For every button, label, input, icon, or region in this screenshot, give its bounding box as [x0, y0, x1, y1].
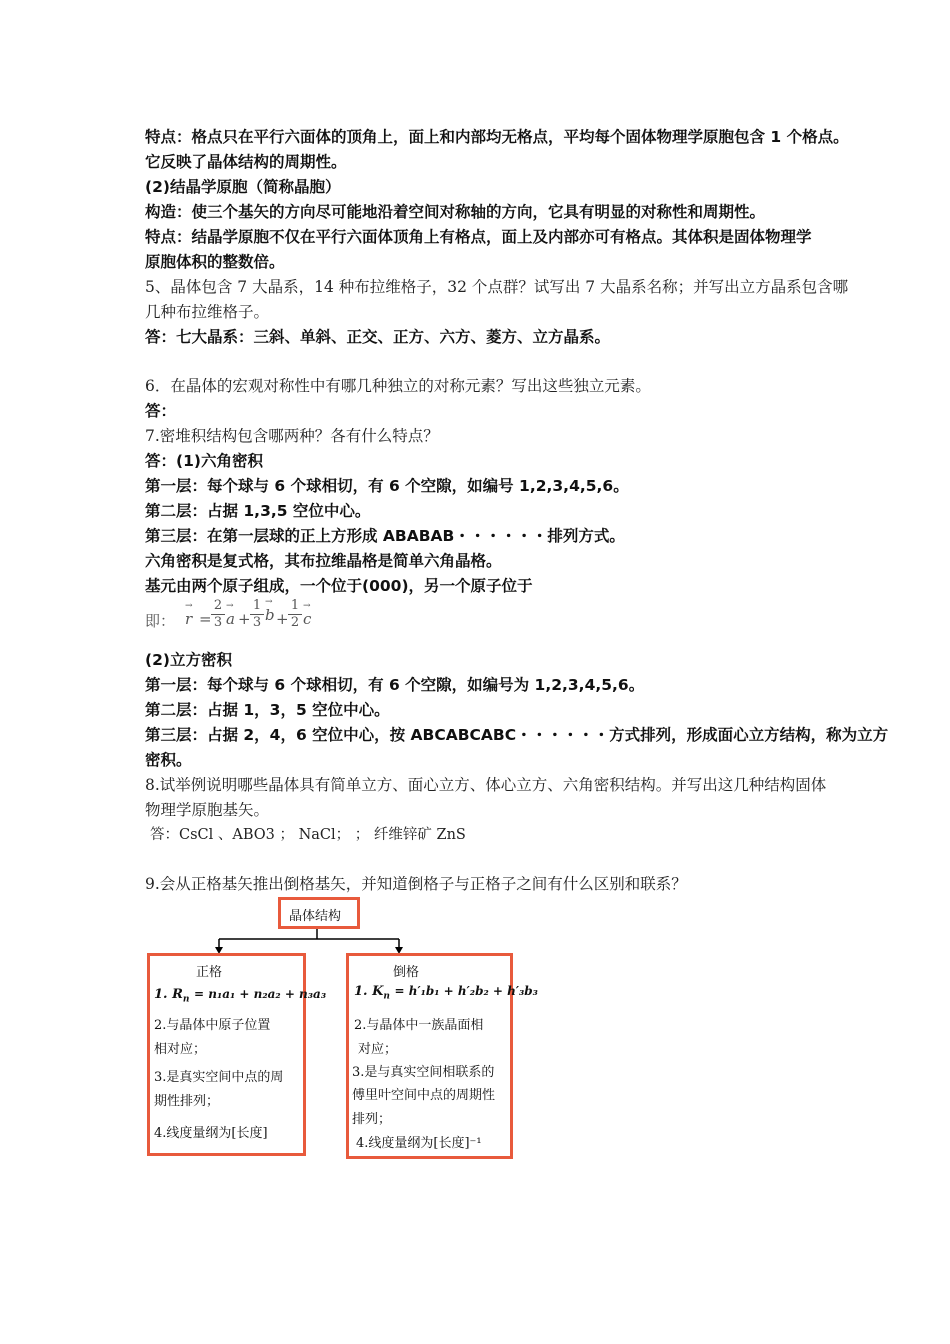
text-line-2: 它反映了晶体结构的周期性。	[145, 153, 347, 171]
text-line-3: (2)结晶学原胞（简称晶胞）	[145, 178, 341, 196]
fraction-3	[288, 598, 302, 631]
fraction-3-numerator: 1	[290, 598, 300, 613]
text-line-5: 特点：结晶学原胞不仅在平行六面体顶角上有格点，面上及内部亦可有格点。其体积是固体物理学	[145, 228, 812, 246]
text-line-19: (2)立方密积	[145, 651, 232, 669]
root-box	[278, 897, 360, 929]
text-line-8: 几种布拉维格子。	[145, 303, 270, 321]
equals-sign: =	[199, 610, 212, 628]
text-line-4: 构造：使三个基矢的方向尽可能地沿着空间对称轴的方向，它具有明显的对称性和周期性。	[145, 203, 766, 221]
vector-arrow-icon: →	[303, 601, 311, 611]
reciprocal-lattice-box	[346, 953, 538, 1159]
reciprocal-item-3c: 排列；	[352, 1112, 392, 1127]
text-line-13: 答：(1)六角密积	[145, 452, 263, 470]
text-line-21: 第二层：占据 1，3，5 空位中心。	[145, 701, 390, 719]
reciprocal-item-2a: 2.与晶体中一族晶面相	[354, 1018, 484, 1033]
text-line-20: 第一层：每个球与 6 个球相切，有 6 个空隙，如编号为 1,2,3,4,5,6。	[145, 676, 645, 694]
text-line-15: 第二层：占据 1,3,5 空位中心。	[145, 502, 371, 520]
text-line-25: 物理学原胞基矢。	[145, 801, 270, 819]
reciprocal-formula-rhs: = h′₁b₁ + h′₂b₂ + h′₃b₃	[394, 984, 538, 998]
fraction-1-denominator: 3	[213, 615, 223, 630]
text-line-1: 特点：格点只在平行六面体的顶角上，面上和内部均无格点，平均每个固体物理学原胞包含 1 个格点。	[145, 128, 849, 146]
vector-arrow-icon: →	[226, 601, 234, 611]
equation-label: 即：	[145, 612, 176, 630]
vector-arrow-icon: →	[185, 601, 193, 611]
direct-lattice-formula	[154, 987, 326, 1005]
reciprocal-item-3b: 傅里叶空间中点的周期性	[352, 1088, 496, 1103]
fraction-2	[250, 598, 264, 631]
direct-item-3b: 期性排列；	[154, 1094, 220, 1109]
direct-formula-sub: n	[182, 994, 190, 1005]
text-line-24: 8.试举例说明哪些晶体具有简单立方、面心立方、体心立方、六角密积结构。并写出这几种结构固体	[145, 776, 827, 794]
plus-sign-2: +	[276, 610, 289, 628]
text-line-6: 原胞体积的整数倍。	[145, 253, 285, 271]
vector-r: r	[185, 610, 193, 628]
reciprocal-formula-sub: n	[383, 991, 390, 1002]
text-line-23: 密积。	[145, 751, 192, 769]
text-line-7: 5、晶体包含 7 大晶系，14 种布拉维格子，32 个点群？试写出 7 大晶系名称；并写出立方晶系包含哪	[145, 278, 849, 296]
direct-formula-lhs: 1. R	[154, 987, 183, 1002]
text-line-11: 答：	[145, 402, 177, 420]
fraction-2-denominator: 3	[252, 615, 262, 630]
vector-c: c	[303, 610, 312, 628]
text-line-12: 7.密堆积结构包含哪两种？各有什么特点？	[145, 427, 439, 445]
text-line-16: 第三层：在第一层球的正上方形成 ABABAB・・・・・・排列方式。	[145, 527, 625, 545]
reciprocal-lattice-formula	[354, 984, 538, 1002]
reciprocal-item-2b: 对应；	[358, 1042, 398, 1057]
reciprocal-item-3a: 3.是与真实空间相联系的	[352, 1065, 495, 1080]
direct-item-2b: 相对应；	[154, 1042, 207, 1057]
vector-arrow-icon: →	[265, 597, 273, 607]
lattice-comparison-diagram	[145, 895, 538, 1160]
vector-a: a	[226, 610, 235, 628]
reciprocal-formula-lhs: 1. K	[354, 984, 384, 999]
fraction-2-numerator: 1	[252, 598, 262, 613]
fraction-1	[211, 598, 225, 631]
text-line-14: 第一层：每个球与 6 个球相切，有 6 个空隙，如编号 1,2,3,4,5,6。	[145, 477, 629, 495]
direct-formula-rhs: = n₁a₁ + n₂a₂ + n₃a₃	[193, 987, 327, 1001]
direct-lattice-box	[147, 953, 327, 1156]
reciprocal-item-4: 4.线度量纲为[长度]⁻¹	[356, 1136, 482, 1151]
fraction-1-numerator: 2	[213, 598, 223, 613]
reciprocal-lattice-title: 倒格	[393, 965, 420, 980]
text-line-22: 第三层：占据 2，4，6 空位中心，按 ABCABCABC・・・・・・方式排列，形成面心立方结构，称为立方	[145, 726, 889, 744]
root-label: 晶体结构	[289, 909, 342, 924]
direct-item-2a: 2.与晶体中原子位置	[154, 1018, 271, 1033]
vector-b: b	[265, 606, 275, 624]
direct-item-4: 4.线度量纲为[长度]	[154, 1126, 268, 1141]
text-line-9: 答：七大晶系：三斜、单斜、正交、正方、六方、菱方、立方晶系。	[145, 328, 611, 346]
text-line-18: 基元由两个原子组成，一个位于(000)，另一个原子位于	[145, 577, 533, 595]
text-line-17: 六角密积是复式格，其布拉维晶格是简单六角晶格。	[145, 552, 502, 570]
text-line-26: 答：CsCl 、ABO3 ； NaCl； ； 纤维锌矿 ZnS	[150, 827, 466, 843]
plus-sign-1: +	[238, 610, 251, 628]
text-line-10: 6．在晶体的宏观对称性中有哪几种独立的对称元素？写出这些独立元素。	[145, 377, 651, 395]
direct-lattice-title: 正格	[196, 965, 223, 980]
fraction-3-denominator: 2	[290, 615, 300, 630]
direct-item-3a: 3.是真实空间中点的周	[154, 1070, 284, 1085]
text-line-27: 9.会从正格基矢推出倒格基矢，并知道倒格子与正格子之间有什么区别和联系？	[145, 875, 687, 893]
